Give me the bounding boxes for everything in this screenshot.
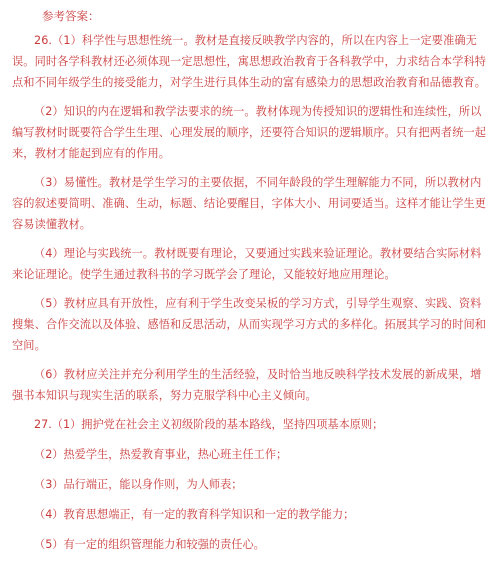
answer-26-point-4: （4）理论与实践统一。教材既要有理论，又要通过实践来验证理论。教材要结合实际材料来论证理论。使学生通过教科书的学习既学会了理论，又能较好地应用理论。: [12, 247, 482, 281]
section-header: 参考答案：: [42, 9, 100, 23]
answer-27-point-5: （5）有一定的组织管理能力和较强的责任心。: [34, 538, 265, 551]
answer-26-point-2: （2）知识的内在逻辑和教学法要求的统一。教材体现为传授知识的逻辑性和连续性，所以编写教材时既要符合学生生理、心理发展的顺序，还要符合知识的逻辑顺序。只有把两者统一起来，教材才能起到应有的作用。: [12, 105, 487, 160]
answer-26-point-5: （5）教材应具有开放性，应有利于学生改变呆板的学习方式，引导学生观察、实践、资料搜集、合作交流以及体验、感悟和反思活动，从而实现学习方式的多样化。拓展其学习的时间和空间。: [12, 297, 487, 352]
answer-27-point-2: （2）热爱学生，热爱教育事业，热心班主任工作；: [34, 448, 288, 461]
answer-27-point-3: （3）品行端正，能以身作则，为人师表；: [34, 478, 243, 491]
answer-26-point-1: 26.（1）科学性与思想性统一。教材是直接反映教学内容的，所以在内容上一定要准确无误。同时各学科教材还必须体现一定思想性，寓思想政治教育于各科教学中，力求结合本学科特点和不同年级学生的接受能力，对学生进行具体生动的富有感染力的思想政治教育和品德教育。: [12, 34, 487, 89]
answer-26-point-6: （6）教材应关注并充分利用学生的生活经验，及时恰当地反映科学技术发展的新成果，增强书本知识与现实生活的联系，努力克服学科中心主义倾向。: [12, 368, 482, 402]
answer-26-point-3: （3）易懂性。教材是学生学习的主要依据，不同年龄段的学生理解能力不同，所以教材内容的叙述要简明、准确、生动，标题、结论要醒目，字体大小、用词要适当。这样才能让学生更容易读懂教材。: [12, 176, 487, 231]
answer-27-point-1: 27.（1）拥护党在社会主义初级阶段的基本路线，坚持四项基本原则；: [34, 418, 384, 431]
answer-27-point-4: （4）教育思想端正，有一定的教育科学知识和一定的教学能力；: [34, 508, 355, 521]
